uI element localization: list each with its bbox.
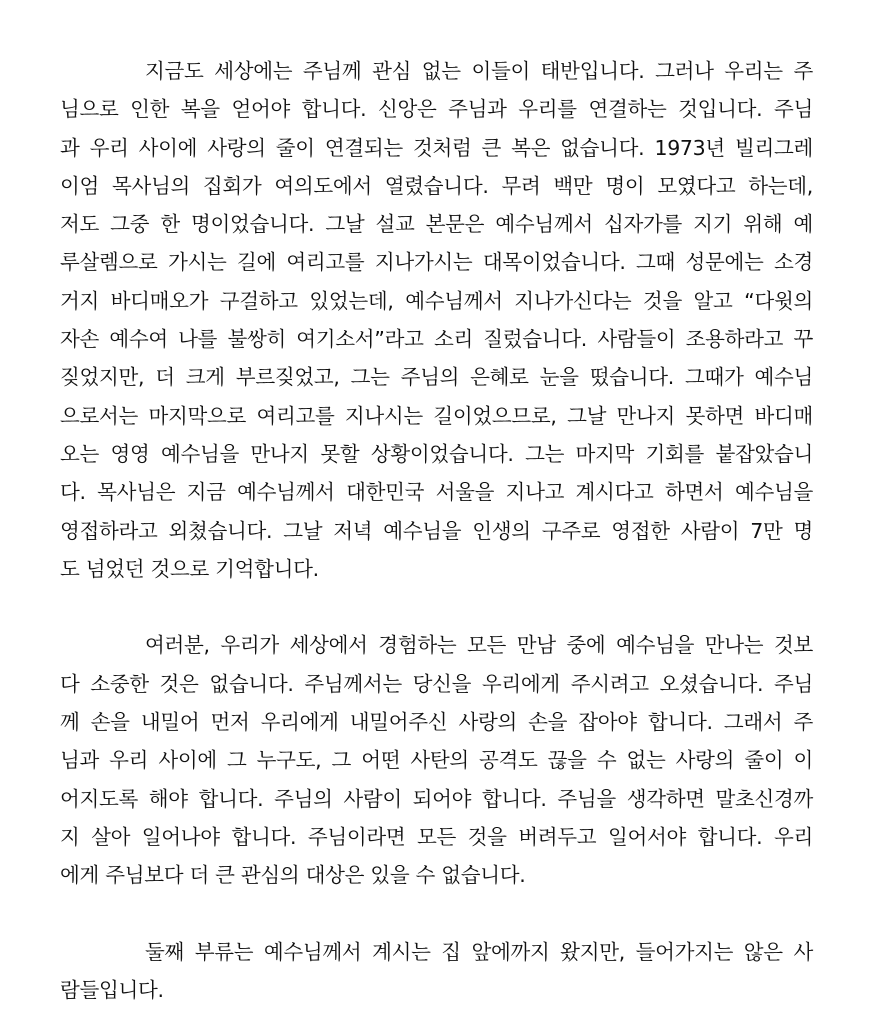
text-line: 오는 영영 예수님을 만나지 못할 상황이었습니다. 그는 마지막 기회를 붙잡았습니 (60, 441, 813, 466)
text-line: 님과 우리 사이에 그 누구도, 그 어떤 사탄의 공격도 끊을 수 없는 사랑의 줄이 이 (60, 748, 813, 773)
text-line: 람들입니다. (60, 978, 164, 1003)
text-line: 께 손을 내밀어 먼저 우리에게 내밀어주신 사랑의 손을 잡아야 합니다. 그래서 주 (60, 710, 813, 735)
text-line: 자손 예수여 나를 불쌍히 여기소서”라고 소리 질렀습니다. 사람들이 조용하라고 꾸 (60, 327, 813, 352)
paragraph-gap (60, 895, 813, 933)
text-line: 에게 주님보다 더 큰 관심의 대상은 있을 수 없습니다. (60, 863, 526, 888)
text-line: 영접하라고 외쳤습니다. 그날 저녁 예수님을 인생의 구주로 영접한 사람이 7만 명 (60, 518, 813, 543)
text-line: 지금도 세상에는 주님께 관심 없는 이들이 태반입니다. 그러나 우리는 주 (145, 59, 813, 83)
paragraph-1 (60, 52, 813, 588)
paragraph-2 (60, 626, 813, 894)
text-line: 과 우리 사이에 사랑의 줄이 연결되는 것처럼 큰 복은 없습니다. 1973년 빌리그레 (60, 135, 813, 160)
text-line: 저도 그중 한 명이었습니다. 그날 설교 본문은 예수님께서 십자가를 지기 위해 예 (60, 212, 813, 237)
text-line: 거지 바디매오가 구걸하고 있었는데, 예수님께서 지나가신다는 것을 알고 “다윗의 (60, 288, 813, 313)
text-line: 지 살아 일어나야 합니다. 주님이라면 모든 것을 버려두고 일어서야 합니다. 우리 (60, 824, 813, 849)
text-line: 짖었지만, 더 크게 부르짖었고, 그는 주님의 은혜로 눈을 떴습니다. 그때가 예수님 (60, 365, 813, 390)
text-line: 다. 목사님은 지금 예수님께서 대한민국 서울을 지나고 계시다고 하면서 예수님을 (60, 480, 813, 505)
paragraph-gap (60, 588, 813, 626)
paragraph-3 (60, 933, 813, 1009)
text-line: 이엄 목사님의 집회가 여의도에서 열렸습니다. 무려 백만 명이 모였다고 하는데, (60, 173, 813, 198)
text-line: 어지도록 해야 합니다. 주님의 사람이 되어야 합니다. 주님을 생각하면 말초신경까 (60, 786, 813, 811)
text-line: 도 넘었던 것으로 기억합니다. (60, 556, 319, 581)
text-line: 여러분, 우리가 세상에서 경험하는 모든 만남 중에 예수님을 만나는 것보 (145, 633, 813, 658)
text-line: 루살렘으로 가시는 길에 여리고를 지나가시는 대목이었습니다. 그때 성문에는 소경 (60, 250, 813, 275)
text-line: 둘째 부류는 예수님께서 계시는 집 앞에까지 왔지만, 들어가지는 않은 사 (145, 939, 813, 964)
text-line: 으로서는 마지막으로 여리고를 지나시는 길이었으므로, 그날 만나지 못하면 바디매 (60, 403, 813, 428)
text-line: 님으로 인한 복을 얻어야 합니다. 신앙은 주님과 우리를 연결하는 것입니다. 주님 (60, 97, 813, 122)
text-line: 다 소중한 것은 없습니다. 주님께서는 당신을 우리에게 주시려고 오셨습니다. 주님 (60, 671, 813, 696)
